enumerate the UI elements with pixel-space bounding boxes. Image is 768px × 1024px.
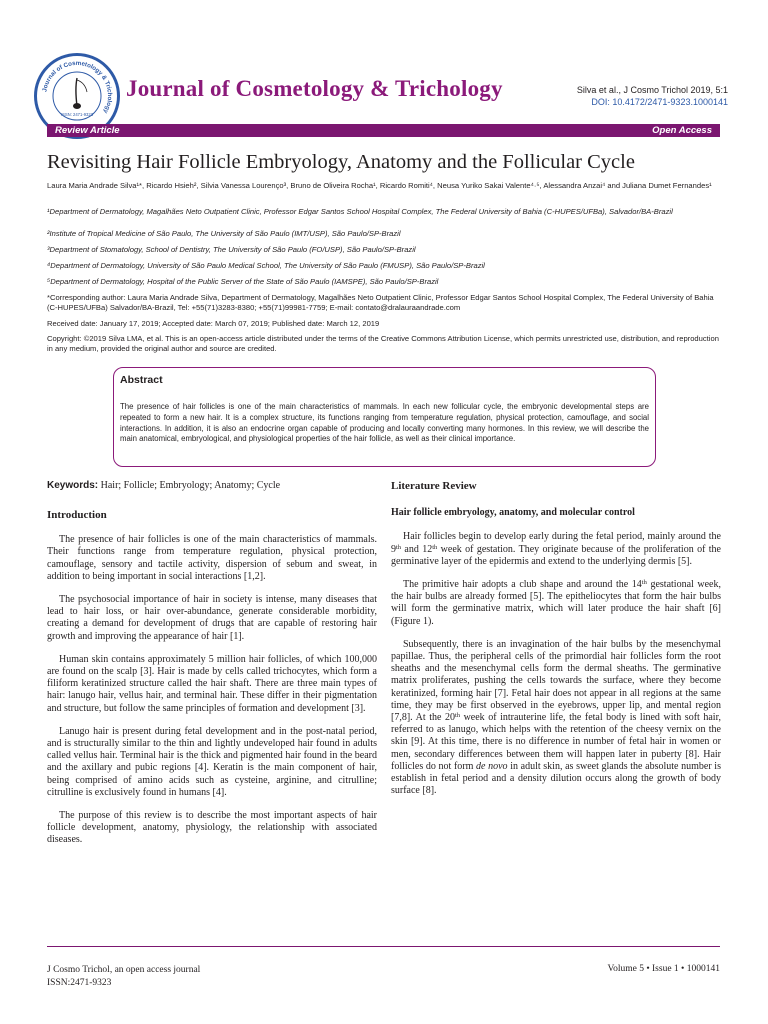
abstract-box — [113, 367, 656, 467]
keywords — [47, 480, 280, 491]
right-column — [391, 480, 721, 808]
keywords-label: Keywords: — [47, 480, 99, 491]
left-column — [47, 509, 377, 858]
article-title: Revisiting Hair Follicle Embryology, Anatomy and the Follicular Cycle — [47, 151, 635, 173]
affiliation-1: ¹Department of Dermatology, Magalhães Neto Outpatient Clinic, Professor Edgar Santos School Hospital Complex, The Federal University of Bahia (C-HUPES/UFBa), Salvador/BA-Brazil — [47, 207, 673, 216]
paragraph: Lanugo hair is present during fetal development and in the post-natal period, and is structurally similar to the thin and lightly undeveloped hair found in adults called vellus hair. Terminal hair is the thick and pigmented hair found in the beard and the axillary and pubic regions [4]. Keratin is the main component of hair, being comprised of amino acids such as cysteine, arginine, and citrulline; citrulline is exclusively found in humans [4]. — [47, 725, 377, 798]
paragraph: Hair follicles begin to develop early during the fetal period, mainly around the 9th and 12th week of gestation. They originate because of the proliferation of the germinative layer of the epidermis and extend to the underlying dermis [5]. — [391, 531, 721, 567]
article-type-label: Review Article — [55, 125, 120, 136]
article-type-bar — [47, 124, 720, 137]
doi-link[interactable]: DOI: 10.4172/2471-9323.1000141 — [591, 97, 728, 107]
paragraph: The primitive hair adopts a club shape and around the 14th gestational week, the hair bulbs are already formed [5]. The epitheliocytes that form the hair bulbs will form the germinative matrix, which will later produce the hair shaft [6] (Figure 1). — [391, 579, 721, 627]
article-dates: Received date: January 17, 2019; Accepted date: March 07, 2019; Published date: March 12, 2019 — [47, 319, 380, 328]
affiliation-3: ³Department of Stomatology, School of Dentistry, The University of São Paulo (FO/USP), São Paulo/SP-Brazil — [47, 245, 416, 254]
affiliation-4: ⁴Department of Dermatology, University of São Paulo Medical School, The University of São Paulo (FMUSP), São Paulo/SP-Brazil — [47, 261, 485, 270]
section-heading-literature-review: Literature Review — [391, 480, 477, 492]
citation-block — [577, 84, 728, 108]
copyright-notice: Copyright: ©2019 Silva LMA, et al. This is an open-access article distributed under the terms of the Creative Commons Attribution License, which permits unrestricted use, distribution, and reproduction in any medium, provided the original author and source are credited. — [47, 334, 719, 354]
footer-issn: ISSN:2471-9323 — [47, 977, 112, 988]
paragraph: The purpose of this review is to describe the most important aspects of hair follicle development, anatomy, physiology, the relationship with associated diseases. — [47, 810, 377, 846]
journal-title: Journal of Cosmetology & Trichology — [126, 76, 503, 101]
abstract-text: The presence of hair follicles is one of the main characteristics of mammals. In each new follicular cycle, the embryonic developmental steps are repeated to form a new hair. It is a complex structure, its functions ranging from temperature regulation, physical protection, camouflage, and social interactions. In addition, it is also an endocrine organ capable of producing and locally converting many hormones. In this review, we will describe the main anatomical, embryological, and physiological properties of the hair follicle, as well as their clinical importance. — [120, 402, 649, 444]
keywords-text: Hair; Follicle; Embryology; Anatomy; Cycle — [100, 480, 281, 491]
paragraph: Human skin contains approximately 5 million hair follicles, of which 100,000 are found on the scalp [3]. Hair is made by cells called trichocytes, which form a filiform keratinized structure called the hair shaft. There are three main types of hair: lanugo hair, vellus hair, and terminal hair. These differ in their pigmentation and structure, but follow the same principles of formation and development [3]. — [47, 653, 377, 714]
citation-text: Silva et al., J Cosmo Trichol 2019, 5:1 — [576, 85, 728, 95]
subsection-heading: Hair follicle embryology, anatomy, and molecular control — [391, 507, 635, 519]
affiliation-2: ²Institute of Tropical Medicine of São Paulo, The University of São Paulo (IMT/USP), São Paulo/SP-Brazil — [47, 229, 401, 238]
footer-volume: Volume 5 • Issue 1 • 1000141 — [607, 964, 720, 974]
paragraph: Subsequently, there is an invagination of the hair bulbs by the mesenchymal papillae. Thus, the peripheral cells of the primordial hair follicles form the root sheaths and the mesenchymal cells form the dermal sheaths. The germinative matrix proliferates, pushing the cells towards the surface, where they become keratinized, forming hair [7]. Fetal hair does not appear in all regions at the same time, they may be first observed in the eyebrows, upper lip, and mental region [7,8]. At the 20th week of intrauterine life, the fetal body is lined with soft hair, referred to as lanugo, which helps with the retention of the cheesy vernix on the skin [9]. At this time, there is no difference in number of fetal hair in women or men, secondary differences between them will happen later in puberty [8]. Hair follicles do not form de novo in adult skin, as sweet glands the absolute number is establish in fetal period and a density dilution occurs along the growth of body surface [8]. — [391, 638, 721, 797]
abstract-heading: Abstract — [120, 374, 163, 386]
footer-journal: J Cosmo Trichol, an open access journal — [47, 965, 201, 975]
logo-issn: ISSN: 2471-9323 — [60, 112, 94, 117]
author-list: Laura Maria Andrade Silva¹*, Ricardo Hsieh², Silvia Vanessa Lourenço³, Bruno de Oliveira Rocha¹, Ricardo Romiti⁴, Neusa Yuriko Sakai Valente⁴·⁵, Alessandra Anzai⁴ and Juliana Dumet Fernandes¹ — [47, 181, 712, 190]
logo-ring-text: Journal of Cosmetology & Trichology — [41, 59, 114, 115]
affiliation-5: ⁵Department of Dermatology, Hospital of the Public Server of the State of São Paulo (IAMSPE), São Paulo/SP-Brazil — [47, 277, 439, 286]
footer-divider — [47, 946, 720, 947]
section-heading-introduction: Introduction — [47, 509, 107, 521]
corresponding-author: *Corresponding author: Laura Maria Andrade Silva, Department of Dermatology, Magalhães Neto Outpatient Clinic, Professor Edgar Santos School Hospital Complex, The Federal University of Bahia (C-HUPES/UFBa) Salvador/BA-Brazil, Tel: +55(71)3283-8380; +55(71)99981-7759; E-mail: contato@dralauraandrade.com — [47, 293, 714, 313]
paragraph: The presence of hair follicles is one of the main characteristics of mammals. Their functions range from temperature regulation, physical protection, camouflage, sensory and tactile activity, dispersion of sebum and sweat, in addition to being important in social interactions [1,2]. — [47, 534, 377, 582]
footer-journal-info — [47, 964, 200, 989]
open-access-label: Open Access — [652, 125, 712, 136]
paragraph: The psychosocial importance of hair in society is intense, many diseases that lead to hair loss, or hair over-abundance, generate considerable morbidity, creating a demand for development of drugs that are capable of restoring hair growth and improving the appearance of hair [1]. — [47, 594, 377, 642]
